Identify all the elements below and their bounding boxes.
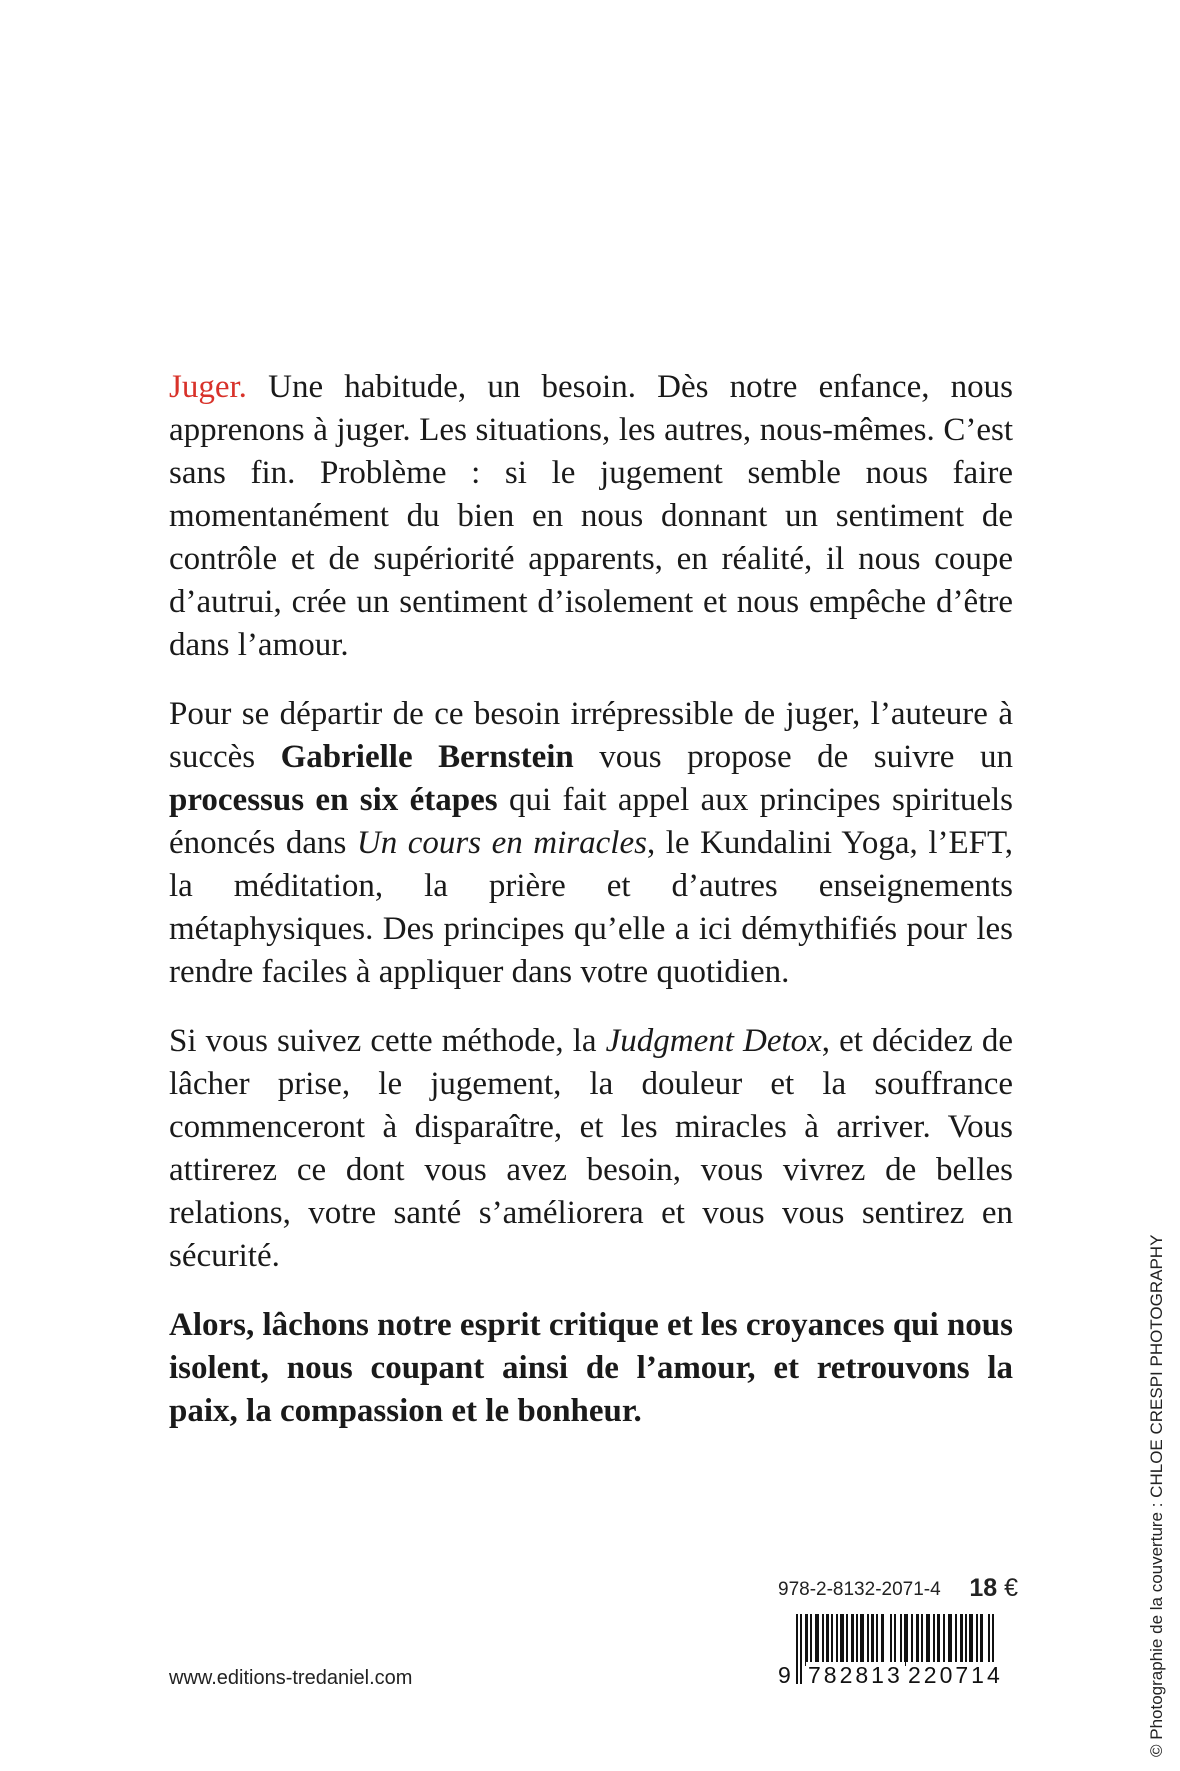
publisher-website[interactable]: www.editions-tredaniel.com: [169, 1667, 413, 1689]
benefits-text-2: , et décidez de lâcher prise, le jugement, la douleur et la souffrance commenceront à disparaître, et les miracles à arriver. Vous attirerez ce dont vous avez besoin, vous vivrez de belles relations, votre santé s’améliorera et vous vous sentirez en sécurité.: [169, 1023, 1013, 1274]
barcode-first-digit: 9: [778, 1662, 791, 1688]
benefits-paragraph: [169, 1020, 1013, 1278]
process-highlight: processus en six étapes: [169, 782, 498, 818]
photo-credit: © Photographie de la couverture : CHLOE CRESPI PHOTOGRAPHY: [1147, 1234, 1166, 1757]
price-currency: €: [1004, 1574, 1018, 1602]
intro-text: Une habitude, un besoin. Dès notre enfance, nous apprenons à juger. Les situations, les autres, nous-mêmes. C’est sans fin. Problème : si le jugement semble nous faire momentanément du bien en nous donnant un sentiment de contrôle et de supériorité apparents, en réalité, il nous coupe d’autrui, crée un sentiment d’isolement et nous empêche d’être dans l’amour.: [169, 369, 1013, 663]
author-name: Gabrielle Bernstein: [280, 739, 574, 775]
barcode-digits: [778, 1662, 1020, 1692]
method-text-2: vous propose de suivre un: [573, 739, 1013, 775]
method-paragraph: [169, 693, 1013, 994]
benefits-text-1: Si vous suivez cette méthode, la: [169, 1023, 606, 1059]
lead-word: Juger.: [169, 369, 247, 405]
intro-paragraph: [169, 366, 1013, 667]
isbn: 978-2-8132-2071-4: [778, 1579, 941, 1600]
price: [969, 1574, 1018, 1603]
method-name: Judgment Detox: [605, 1023, 822, 1059]
price-amount: 18: [969, 1574, 998, 1602]
method-text-4: , le Kundalini Yoga, l’EFT, la méditation, la prière et d’autres enseignements métaphysiques. Des principes qu’elle a ici démythifiés pour les rendre faciles à appliquer dans votre quotidien.: [169, 825, 1013, 990]
barcode-block: [778, 1576, 1020, 1696]
barcode-right-group: 220714: [908, 1662, 1003, 1688]
closing-paragraph: Alors, lâchons notre esprit critique et les croyances qui nous isolent, nous coupant ainsi de l’amour, et retrouvons la paix, la compassion et le bonheur.: [169, 1307, 1013, 1429]
book-title: Un cours en miracles: [356, 825, 647, 861]
method-text-1: Pour se départir de ce besoin irrépressible de juger, l’auteure à succès: [169, 696, 1013, 775]
back-cover-blurb: [169, 366, 1013, 1459]
barcode-left-group: 782813: [808, 1662, 903, 1688]
method-text-3: qui fait appel aux principes spirituels énoncés dans: [169, 782, 1013, 861]
